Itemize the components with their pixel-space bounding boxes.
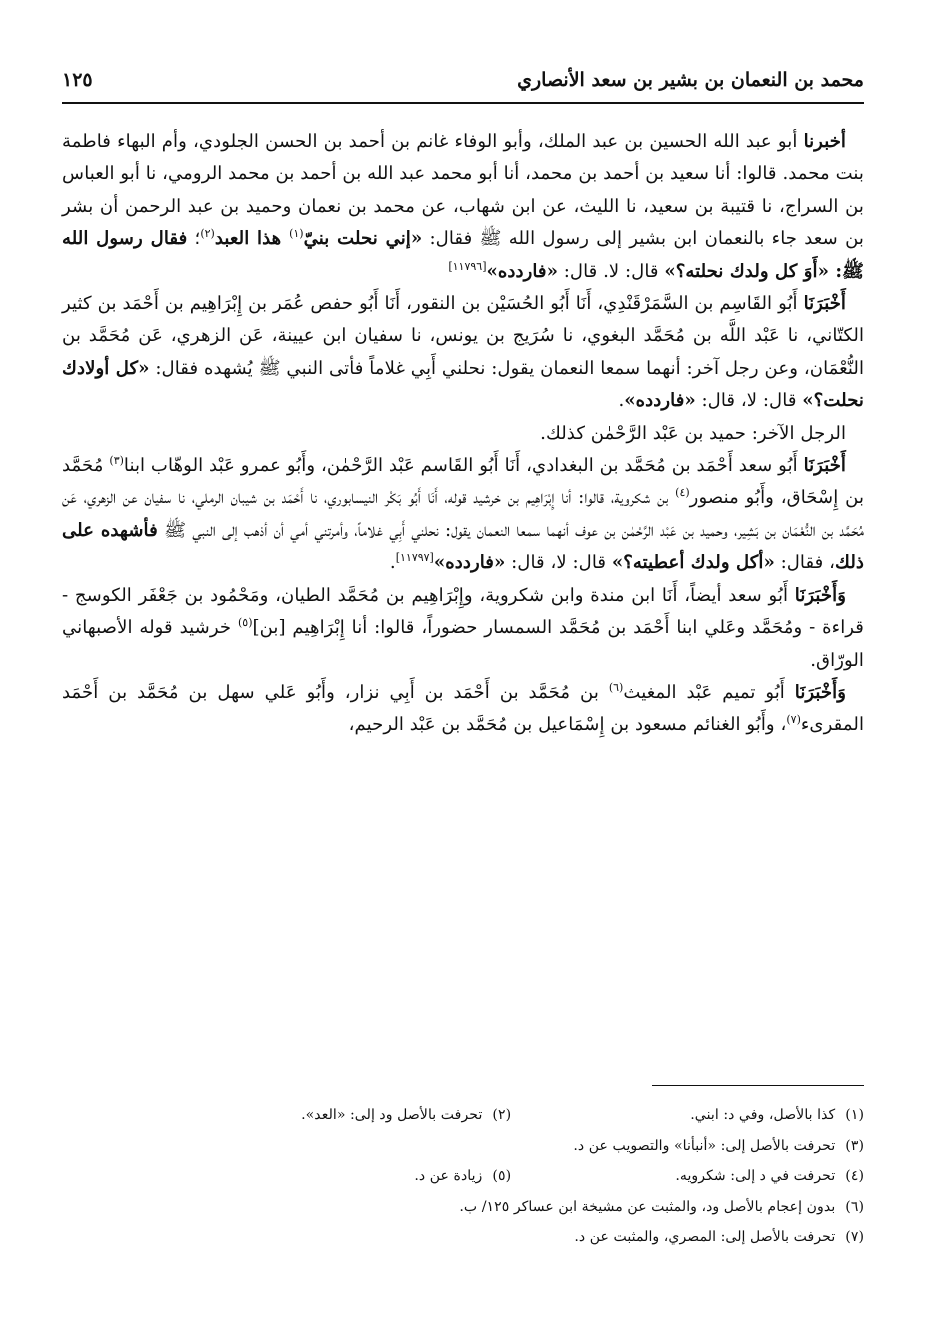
footnote-text: بدون إعجام بالأصل ود، والمثبت عن مشيخة ابن عساكر ١٢٥/ ب. bbox=[459, 1198, 836, 1215]
text-run: ، وأَبُو الغنائم مسعود بن إِسْمَاعيل بن مُحَمَّد بن عَبْد الرحيم، bbox=[348, 714, 787, 736]
text-run: قال: لا. قال: bbox=[557, 260, 665, 282]
running-title: محمد بن النعمان بن بشير بن سعد الأنصاري bbox=[517, 69, 864, 91]
isnad-keyword: وَأَخْبَرَنَا bbox=[794, 584, 846, 606]
footnote-number: (٥) bbox=[492, 1168, 512, 1184]
footnote-row bbox=[62, 1192, 864, 1223]
footnote-ref[interactable]: (٧) bbox=[786, 713, 801, 727]
footnote-text: تحرفت بالأصل إلى: المصري، والمثبت عن د. bbox=[574, 1229, 836, 1245]
footnote-ref[interactable]: (٤) bbox=[675, 486, 690, 500]
text-run: . bbox=[389, 552, 396, 574]
footnote-ref[interactable]: (٥) bbox=[237, 616, 253, 630]
footnote-number: (١) bbox=[845, 1107, 864, 1123]
paragraph-2 bbox=[62, 288, 864, 418]
hadith-quote: «فاردده» bbox=[486, 260, 558, 282]
text-run: بن مُحَمَّد بن أَحْمَد بن أَبِي نزار، وأَبُو عَلي سهل بن مُحَمَّد بن أَحْمَد المقرىء bbox=[62, 681, 864, 736]
text-run: أَبُو سعد أَحْمَد بن مُحَمَّد بن البغدادي، أَنَا أَبُو القَاسم عَبْد الرَّحْمٰن، وأَبُو عمرو عَبْد الوهّاب ابنا bbox=[123, 455, 804, 477]
footnote-number: (٢) bbox=[492, 1107, 512, 1123]
hadith-quote: فقال رسول الله ﷺ: «أَوَ كل ولدك نحلته؟» bbox=[62, 228, 864, 282]
hadith-number: [١١٧٩٧] bbox=[395, 551, 434, 565]
hadith-quote: «فاردده» bbox=[433, 552, 506, 574]
footnote-item bbox=[573, 1131, 864, 1162]
footnote-text: كذا بالأصل، وفي د: ابني. bbox=[690, 1107, 836, 1123]
text-run: مُحَمَّد بن إِسْحَاق، وأَبُو منصور bbox=[62, 455, 865, 509]
text-run: ؛ bbox=[187, 228, 201, 250]
footnote-item bbox=[511, 1161, 864, 1192]
text-run: قال: لا، قال: bbox=[505, 552, 612, 574]
text-run: أَبُو تميم عَبْد المغيث bbox=[623, 681, 795, 703]
paragraph-6 bbox=[62, 677, 864, 742]
hadith-number: [١١٧٩٦] bbox=[448, 259, 487, 273]
footnote-ref[interactable]: (١) bbox=[289, 227, 304, 241]
paragraph-3 bbox=[62, 418, 864, 450]
paragraph-4 bbox=[62, 450, 864, 580]
footnote-divider bbox=[652, 1085, 864, 1086]
paragraph-1 bbox=[62, 126, 864, 288]
footnote-number: (٤) bbox=[845, 1168, 864, 1184]
main-text bbox=[62, 126, 864, 742]
hadith-quote: «أكل ولدك أعطيته؟» bbox=[611, 552, 775, 574]
footnote-text: تحرفت في د إلى: شكرويه. bbox=[675, 1168, 836, 1184]
footnote-item bbox=[301, 1100, 511, 1131]
footnote-ref[interactable]: (٦) bbox=[608, 680, 624, 694]
hadith-quote: «كل أولادك نحلت؟» bbox=[62, 357, 864, 412]
footnote-item bbox=[459, 1192, 864, 1223]
footnote-row bbox=[62, 1161, 864, 1192]
text-run: ، فقال: bbox=[774, 552, 836, 574]
text-run: أَبُو القَاسِم بن السَّمَرْقَنْدِي، أَنَا أَبُو الحُسَيْن بن النقور، أَنَا أَبُو حفص عُمَر بن إِبْرَاهِيم بن أَحْمَد بن كثير الكتّاني، نا عَبْد اللَّه بن مُحَمَّد البغوي، نا سُرَيج بن يونس، نا سفيان ابن عيينة، عَن الزهري، عَن مُحَمَّد بن النُّعْمَان، وعن رجل آخر: أنهما سمعا النعمان يقول: نحلني أَبِي غلاماً فأتى النبي ﷺ يُشهده فقال: bbox=[62, 293, 864, 379]
footnote-item bbox=[414, 1161, 511, 1192]
paragraph-5 bbox=[62, 580, 864, 677]
footnote-item bbox=[574, 1222, 864, 1253]
footnote-text: تحرفت بالأصل إلى: «أنبأنا» والتصويب عن د. bbox=[573, 1137, 836, 1154]
page-header bbox=[62, 58, 864, 104]
text-run: . bbox=[618, 390, 625, 412]
isnad-keyword: أَخْبَرَنَا bbox=[803, 293, 846, 315]
footnote-ref[interactable]: (٢) bbox=[200, 227, 215, 241]
hadith-quote: «إني نحلت بنيّ bbox=[303, 228, 423, 250]
page-number: ١٢٥ bbox=[62, 69, 93, 91]
footnote-item bbox=[511, 1100, 864, 1131]
footnote-text: زيادة عن د. bbox=[414, 1168, 483, 1184]
hadith-quote: هذا العبد bbox=[214, 228, 290, 250]
footnote-row bbox=[62, 1131, 864, 1162]
text-run: قال: لا، قال: bbox=[695, 390, 803, 412]
hadith-quote: فأشهده على ذلك bbox=[62, 519, 864, 574]
text-run: أَبُو سعد أيضاً، أَنَا ابن مندة وابن شكروية، وإِبْرَاهِيم بن مُحَمَّد الطيان، ومَحْمُود بن جَعْفَر الكوسج - قراءة - ومُحَمَّد وعَلي ابنا أَحْمَد بن مُحَمَّد السمسار حضوراً، قالوا: أنا إِبْرَاهِيم [بن] bbox=[62, 584, 865, 639]
footnote-ref[interactable]: (٣) bbox=[109, 454, 124, 467]
isnad-keyword: أَخْبَرَنَا bbox=[803, 455, 846, 477]
footnote-number: (٧) bbox=[845, 1229, 864, 1245]
text-run: خرشيد قوله الأصبهاني الورّاق. bbox=[62, 617, 864, 671]
footnote-row bbox=[62, 1100, 864, 1131]
footnote-number: (٣) bbox=[845, 1137, 864, 1154]
footnote-text: تحرفت بالأصل ود إلى: «العد». bbox=[301, 1107, 483, 1123]
hadith-quote: «فاردده» bbox=[624, 390, 696, 412]
isnad-keyword: أخبرنا bbox=[803, 131, 846, 152]
isnad-keyword: وَأَخْبَرَنَا bbox=[794, 681, 846, 703]
footnote-row bbox=[62, 1222, 864, 1253]
footnote-number: (٦) bbox=[845, 1198, 864, 1215]
text-run: الرجل الآخر: حميد بن عَبْد الرَّحْمٰن كذلك. bbox=[540, 422, 846, 444]
text-run: أبو عبد الله الحسين بن عبد الملك، وأبو الوفاء غانم بن أحمد بن الحسن الجلودي، وأم البهاء فاطمة بنت محمد. قالوا: أنا سعيد بن أحمد بن محمد، أنا أبو محمد عبد الله بن أحمد بن محمد الرومي، نا أبو العباس بن السراج، نا قتيبة بن سعيد، نا الليث، عن ابن شهاب، عن محمد بن نعمان وحميد بن عبد الرحمن أن بشر بن سعد جاء بالنعمان ابن بشير إلى رسول الله ﷺ فقال: bbox=[62, 131, 864, 250]
text-run: بن شكروية، قالوا: أنا إِبْرَاهِيم بن خرشيد قوله، أَنَا أَبُو بَكْر النيسابوري، نا أَحْمَد بن شيبان الرملي، نا سفيان عن الزهري، عَن مُحَمَّد بن النُّعْمَان بن بَشِير، وحميد بن عَبْد الرَّحْمٰن بن عوف أنهما سمعا النعمان يقول: نحلني أَبِي غلاماً، وأمرتني أمي أن أذهب إلى النبي ﷺ bbox=[62, 487, 864, 541]
footnotes bbox=[62, 1100, 864, 1253]
